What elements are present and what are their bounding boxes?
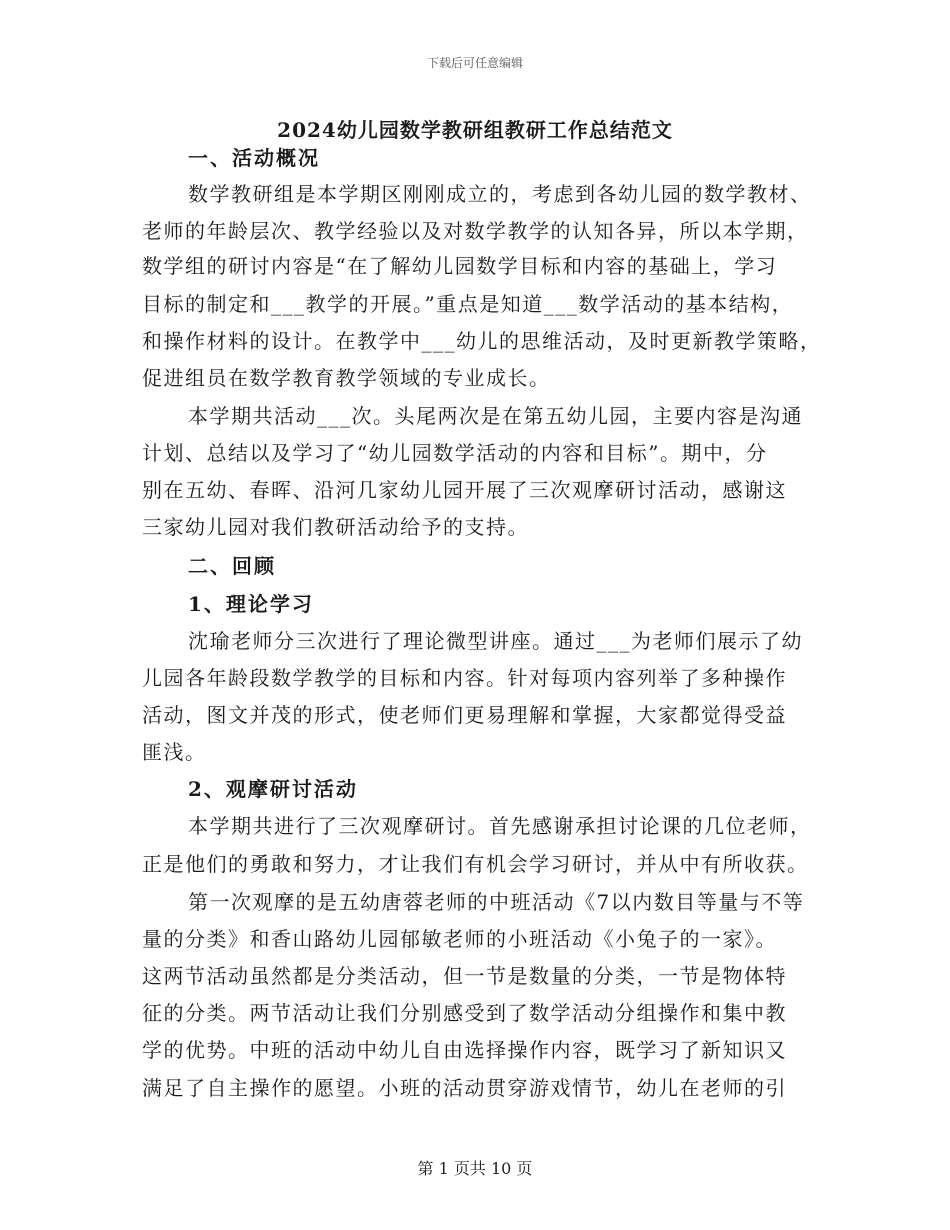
paragraph-line: 征的分类。两节活动让我们分别感受到了数学活动分组操作和集中教 — [142, 1001, 787, 1025]
paragraph-line: 儿园各年龄段数学教学的目标和内容。针对每项内容列举了多种操作 — [142, 666, 787, 690]
document-title: 2024幼儿园数学教研组教研工作总结范文 — [277, 118, 673, 142]
paragraph-line: 促进组员在数学教育教学领域的专业成长。 — [142, 366, 551, 390]
paragraph-line: 计划、总结以及学习了“幼儿园数学活动的内容和目标”。期中，分 — [142, 441, 768, 465]
paragraph-line: 正是他们的勇敢和努力，才让我们有机会学习研讨，并从中有所收获。 — [142, 852, 809, 876]
paragraph-line: 本学期共进行了三次观摩研讨。首先感谢承担讨论课的几位老师， — [188, 814, 812, 838]
paragraph-line: 这两节活动虽然都是分类活动，但一节是数量的分类，一节是物体特 — [142, 964, 787, 988]
section-heading: 2、观摩研讨活动 — [188, 777, 358, 801]
section-heading: 一、活动概况 — [188, 146, 320, 170]
paragraph-line: 目标的制定和___教学的开展。”重点是知道___数学活动的基本结构， — [142, 292, 794, 316]
page-header: 下载后可任意编辑 — [426, 56, 523, 70]
paragraph-line: 数学组的研讨内容是“在了解幼儿园数学目标和内容的基础上，学习 — [142, 254, 778, 278]
paragraph-line: 满足了自主操作的愿望。小班的活动贯穿游戏情节，幼儿在老师的引 — [142, 1076, 787, 1100]
paragraph-line: 学的优势。中班的活动中幼儿自由选择操作内容，既学习了新知识又 — [142, 1038, 787, 1062]
paragraph-line: 量的分类》和香山路幼儿园郁敏老师的小班活动《小兔子的一家》。 — [142, 927, 777, 951]
section-heading: 1、理论学习 — [188, 592, 314, 616]
paragraph-line: 本学期共活动___次。头尾两次是在第五幼儿园，主要内容是沟通 — [188, 404, 803, 428]
paragraph-line: 活动，图文并茂的形式，使老师们更易理解和掌握，大家都觉得受益 — [142, 703, 787, 727]
paragraph-line: 数学教研组是本学期区刚刚成立的，考虑到各幼儿园的数学教材、 — [188, 182, 812, 206]
paragraph-line: 和操作材料的设计。在教学中___幼儿的思维活动，及时更新教学策略， — [142, 329, 822, 353]
paragraph-line: 沈瑜老师分三次进行了理论微型讲座。通过___为老师们展示了幼 — [188, 629, 803, 653]
paragraph-line: 第一次观摩的是五幼唐蓉老师的中班活动《7以内数目等量与不等 — [188, 890, 805, 914]
paragraph-line: 别在五幼、春晖、沿河几家幼儿园开展了三次观摩研讨活动，感谢这 — [142, 478, 787, 502]
page-number: 第 1 页共 10 页 — [417, 1159, 533, 1178]
section-heading: 二、回顾 — [188, 554, 276, 578]
paragraph-line: 三家幼儿园对我们教研活动给予的支持。 — [142, 515, 529, 539]
paragraph-line: 老师的年龄层次、教学经验以及对数学教学的认知各异，所以本学期， — [142, 219, 809, 243]
paragraph-line: 匪浅。 — [142, 740, 207, 764]
